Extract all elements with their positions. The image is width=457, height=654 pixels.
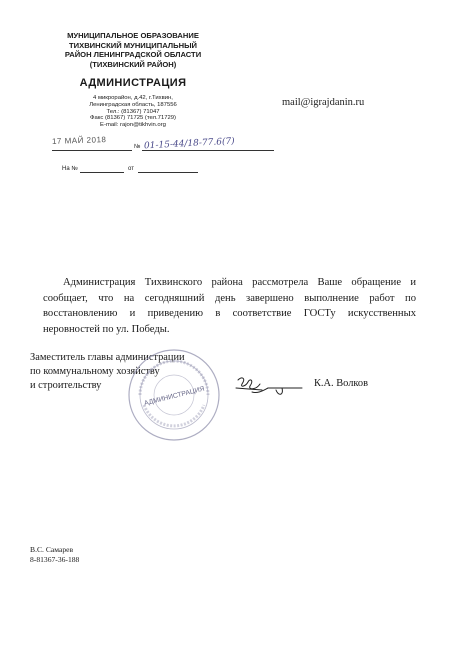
handwritten-signature xyxy=(232,372,306,400)
signer-title-line: Заместитель главы администрации xyxy=(30,352,185,363)
signer-title-line: по коммунальному хозяйству xyxy=(30,366,160,377)
letter-body: Администрация Тихвинского района рассмотрела Ваше обращение и сообщает, что на сегодняшний день завершено выполнение работ по восстановлению и приведению в соответствие ГОСТу искусственных неровностей по ул. Победы. xyxy=(43,277,416,335)
address-line: Факс (81367) 71725 (тел.71729) xyxy=(89,115,177,122)
executor-phone: 8-81367-36-188 xyxy=(30,555,80,564)
reference-number-underline xyxy=(80,172,124,173)
handwritten-registration-number: 01-15-44/18-77.6(7) xyxy=(143,136,235,152)
reference-date-underline xyxy=(138,172,198,173)
address-line: Ленинградская область, 187556 xyxy=(89,101,177,108)
executor-info xyxy=(30,545,79,565)
seal-center-text: АДМИНИСТРАЦИЯ xyxy=(143,385,206,408)
executor-name: В.С. Самарев xyxy=(30,545,74,554)
address-line: Тел.: (81367) 71047 xyxy=(106,108,160,115)
org-line: РАЙОН ЛЕНИНГРАДСКОЙ ОБЛАСТИ xyxy=(64,50,202,60)
date-underline xyxy=(52,150,132,151)
address-line: 4 микрорайон, д.42, г.Тихвин, xyxy=(93,95,173,101)
address-line: E-mail: rajon@tikhvin.org xyxy=(100,122,166,129)
recipient-email: mail@igrajdanin.ru xyxy=(282,97,365,108)
reference-number-label: На № xyxy=(62,166,78,172)
number-label: № xyxy=(134,144,141,150)
organization-address xyxy=(48,95,218,129)
org-line: МУНИЦИПАЛЬНОЕ ОБРАЗОВАНИЕ xyxy=(67,31,199,40)
signer-title-line: и строительству xyxy=(30,380,102,391)
registration-date-stamp: 17 МАЙ 2018 xyxy=(51,135,107,146)
organization-name xyxy=(48,31,218,69)
administration-title: АДМИНИСТРАЦИЯ xyxy=(79,77,187,89)
signer-name: К.А. Волков xyxy=(314,378,369,389)
reference-date-label: от xyxy=(128,166,134,172)
org-line: (ТИХВИНСКИЙ РАЙОН) xyxy=(89,59,177,69)
official-seal xyxy=(126,347,222,443)
org-line: ТИХВИНСКИЙ МУНИЦИПАЛЬНЫЙ xyxy=(69,40,197,50)
